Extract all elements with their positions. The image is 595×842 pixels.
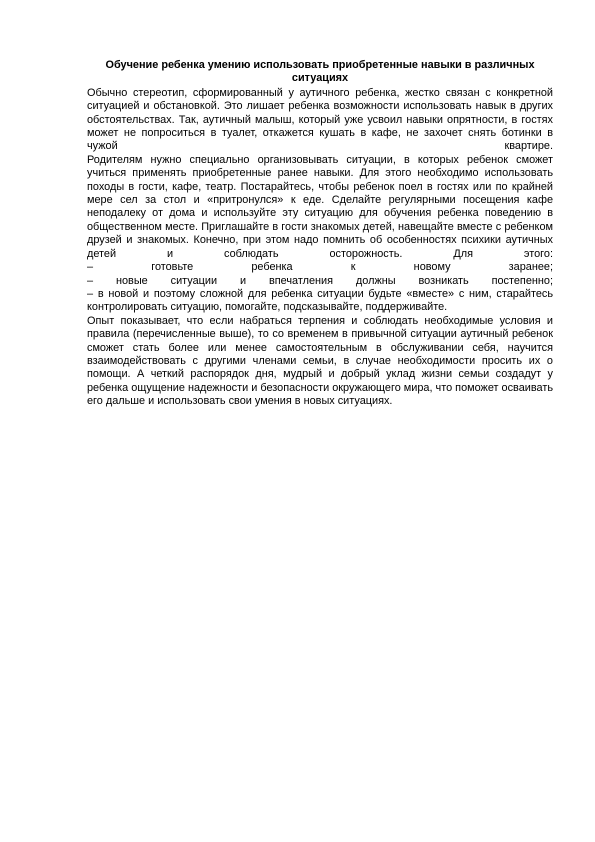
document-page	[87, 59, 553, 409]
list-item: – готовьте ребенка к новому заранее;	[87, 261, 553, 274]
list-item: – новые ситуации и впечатления должны возникать постепенно;	[87, 274, 553, 287]
recommendations-list	[87, 261, 553, 315]
paragraph-3: Опыт показывает, что если набраться терпения и соблюдать необходимые условия и правила (перечисленные выше), то со временем в привычной ситуации аутичный ребенок сможет стать более или менее самостоятельным в обслуживании себя, научится взаимодействовать с другими членами семьи, в случае необходимости просить их о помощи. А четкий распорядок дня, мудрый и добрый уклад жизни семьи создадут у ребенка ощущение надежности и безопасности окружающего мира, что поможет осваивать его дальше и использовать свои умения в новых ситуациях.	[87, 314, 553, 408]
paragraph-1: Обычно стереотип, сформированный у аутичного ребенка, жестко связан с конкретной ситуацией и обстановкой. Это лишает ребенка возможности использовать навык в других обстоятельствах. Так, аутичный малыш, который уже усвоил навыки опрятности, в гостях может не попроситься в туалет, откажется кушать в кафе, не захочет снять ботинки в чужой квартире.	[87, 86, 553, 153]
document-title: Обучение ребенка умению использовать приобретенные навыки в различных ситуациях	[105, 59, 535, 85]
list-item: – в новой и поэтому сложной для ребенка ситуации будьте «вместе» с ним, старайтесь контролировать ситуацию, помогайте, подсказывайте, поддерживайте.	[87, 287, 553, 314]
paragraph-2: Родителям нужно специально организовывать ситуации, в которых ребенок сможет учиться применять приобретенные ранее навыки. Для этого необходимо использовать походы в гости, кафе, театр. Постарайтесь, чтобы ребенок поел в гостях или по крайней мере сел за стол и «притронулся» к еде. Сделайте регулярными посещения кафе неподалеку от дома и используйте эту ситуацию для обучения ребенка поведению в общественном месте. Приглашайте в гости знакомых детей, навещайте вместе с ребенком друзей и знакомых. Конечно, при этом надо помнить об особенностях психики аутичных детей и соблюдать осторожность. Для этого:	[87, 153, 553, 260]
